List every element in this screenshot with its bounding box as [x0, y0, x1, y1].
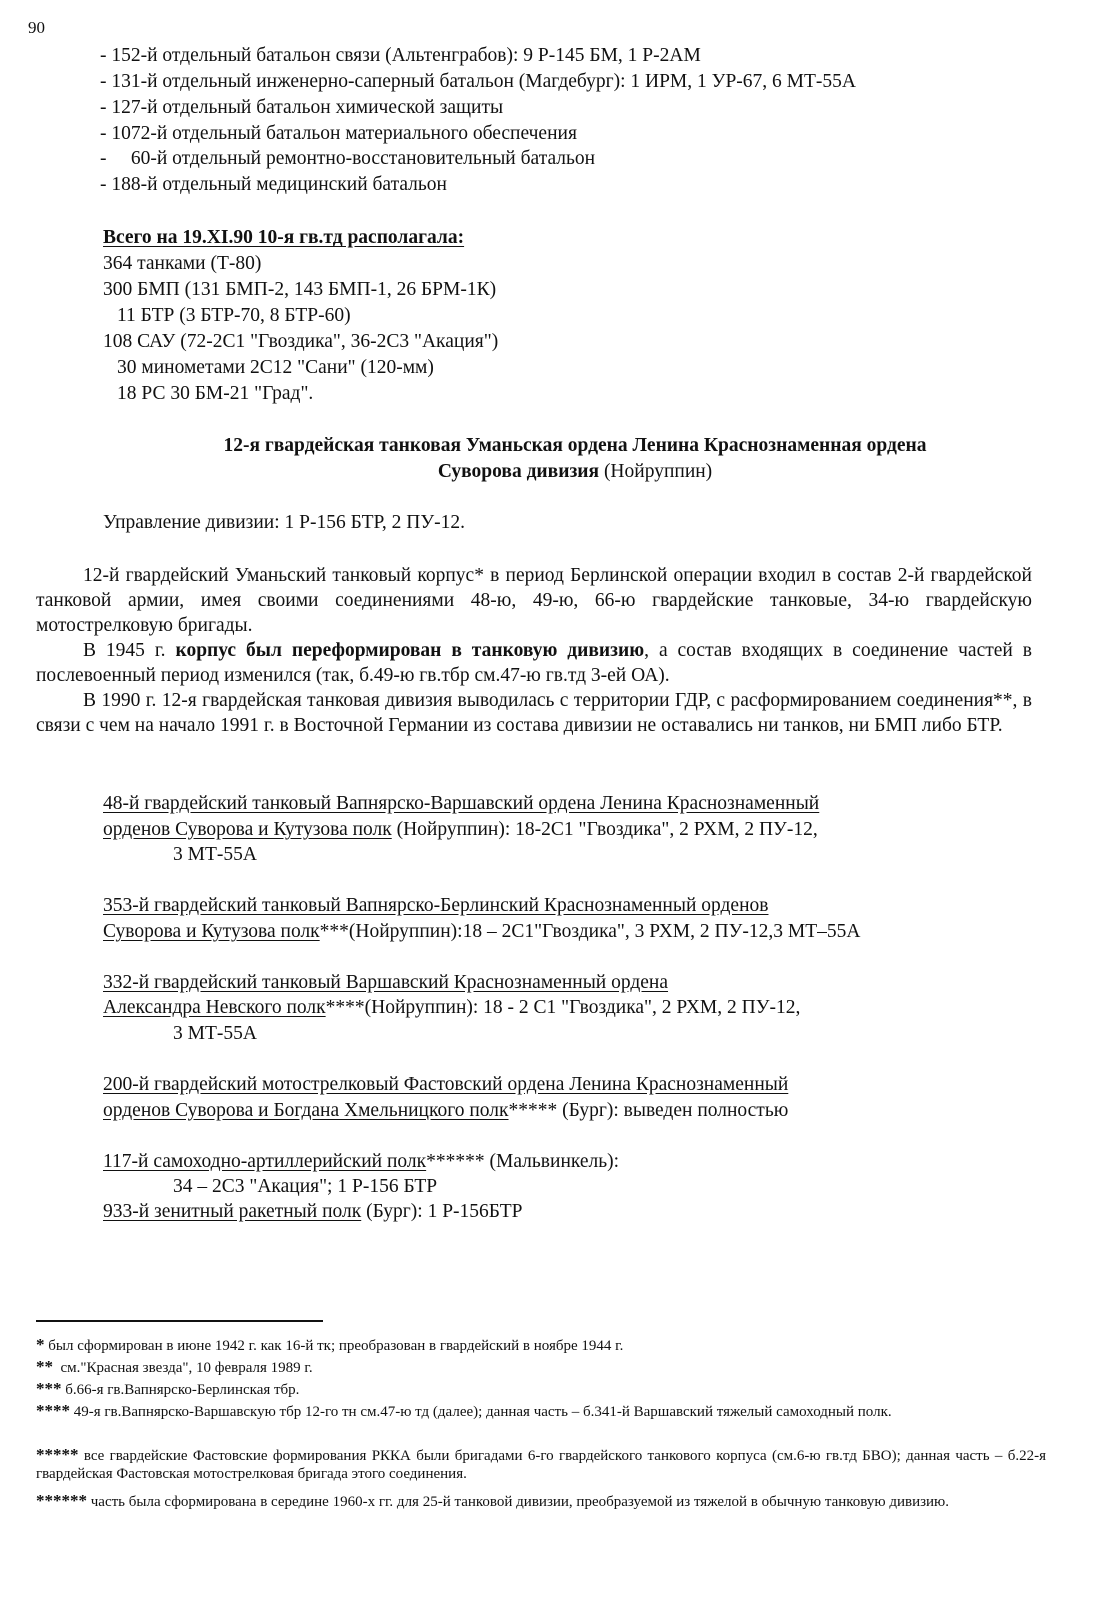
division-title-bold: Суворова дивизия [437, 461, 600, 482]
summary-item: 300 БМП (131 БМП-2, 143 БМП-1, 26 БРМ-1К) [103, 279, 497, 300]
division-management: Управление дивизии: 1 Р-156 БТР, 2 ПУ-12. [103, 512, 466, 533]
summary-heading: Всего на 19.XI.90 10-я гв.тд располагала: [103, 227, 465, 248]
summary-item: 108 САУ (72-2С1 "Гвоздика", 36-2С3 "Акация") [103, 331, 499, 352]
regiment-200-line1: 200-й гвардейский мотострелковый Фастовский ордена Ленина Краснознаменный [103, 1074, 789, 1095]
regiment-48-line3: 3 МТ-55А [173, 844, 257, 865]
history-p2-bold: корпус был переформирован в танковую дивизию [175, 640, 645, 661]
summary-item: 30 минометами 2С12 "Сани" (120-мм) [117, 357, 434, 378]
footnote [36, 1380, 1046, 1399]
history-paragraph-1: 12-й гвардейский Уманьский танковый корпус* в период Берлинской операции входил в состав 2-й гвардейской танковой армии, имея своими соединениями 48-ю, 49-ю, 66-ю гвардейские танковые, 34-ю гвардейскую мотострелковую бригады. [36, 565, 1032, 636]
footnote-text: часть была сформирована в середине 1960-х гг. для 25-й танковой дивизии, преобразуемой из тяжелой в обычную танковую дивизию. [87, 1494, 950, 1510]
regiment-353-line2 [103, 920, 861, 944]
footnote-text: 49-я гв.Вапнярско-Варшавскую тбр 12-го тн см.47-ю тд (далее); данная часть – б.341-й Варшавский тяжелый самоходный полк. [70, 1404, 892, 1420]
regiment-200-details: ***** (Бург): выведен полностью [508, 1100, 789, 1121]
list-item: - 152-й отдельный батальон связи (Альтенграбов): 9 Р-145 БМ, 1 Р-2АМ [100, 45, 701, 66]
regiment-200-line2 [103, 1099, 788, 1123]
regiment-332-name: Александра Невского полк [103, 997, 326, 1018]
regiment-353-name: Суворова и Кутузова полк [103, 921, 320, 942]
history-paragraph-3: В 1990 г. 12-я гвардейская танковая дивизия выводилась с территории ГДР, с расформированием соединения**, в связи с чем на начало 1991 г. в Восточной Германии из состава дивизии не оставались ни танков, ни БМП либо БТР. [36, 690, 1032, 736]
regiment-353-line1: 353-й гвардейский танковый Вапнярско-Берлинский Краснознаменный орденов [103, 895, 769, 916]
footnote-mark: ** [36, 1357, 53, 1376]
footnote-mark: *** [36, 1379, 62, 1398]
regiment-48-line2 [103, 818, 818, 842]
regiment-332-line2 [103, 996, 800, 1020]
regiment-933-line [103, 1200, 523, 1224]
footnote-text: был сформирован в июне 1942 г. как 16-й тк; преобразован в гвардейский в ноябре 1944 г. [44, 1338, 624, 1354]
footnote-mark: ***** [36, 1445, 79, 1464]
division-title-line1: 12-я гвардейская танковая Уманьская ордена Ленина Краснознаменная ордена [223, 435, 927, 456]
list-item: - 60-й отдельный ремонтно-восстановительный батальон [100, 148, 596, 169]
list-item: - 131-й отдельный инженерно-саперный батальон (Магдебург): 1 ИРМ, 1 УР-67, 6 МТ-55А [100, 71, 856, 92]
regiment-353-details: ***(Нойруппин):18 – 2С1"Гвоздика", 3 РХМ, 2 ПУ-12,3 МТ–55А [319, 921, 861, 942]
division-location: (Нойруппин) [599, 461, 713, 482]
footnote-divider [36, 1320, 323, 1322]
summary-item: 18 РС 30 БМ-21 "Град". [117, 383, 314, 404]
footnote [36, 1402, 1046, 1421]
history-p2-start: В 1945 г. [83, 640, 176, 661]
list-item: - 188-й отдельный медицинский батальон [100, 174, 447, 195]
regiment-117-line1 [103, 1150, 619, 1174]
regiment-933-details: (Бург): 1 Р-156БТР [361, 1201, 523, 1222]
regiment-117-line2: 34 – 2С3 "Акация"; 1 Р-156 БТР [173, 1176, 438, 1197]
footnote-mark: ****** [36, 1491, 87, 1510]
history-paragraph-2 [36, 638, 1032, 688]
regiment-933-name: 933-й зенитный ракетный полк [103, 1201, 362, 1222]
footnote-mark: * [36, 1335, 45, 1354]
list-item: - 1072-й отдельный батальон материального обеспечения [100, 123, 577, 144]
footnote [36, 1358, 1046, 1377]
regiment-48-name: орденов Суворова и Кутузова полк [103, 819, 392, 840]
regiment-117-name: 117-й самоходно-артиллерийский полк [103, 1151, 427, 1172]
footnote-mark: **** [36, 1401, 70, 1420]
regiment-332-line3: 3 МТ-55А [173, 1023, 257, 1044]
summary-item: 364 танками (Т-80) [103, 253, 262, 274]
page-number: 90 [28, 18, 45, 37]
division-title-line2 [100, 460, 1050, 484]
footnote [36, 1492, 1046, 1511]
history-text [36, 563, 1032, 738]
history-p2-end: , а состав входящих в соединение частей в послевоенный период изменился (так, б.49-ю гв.тбр см.47-ю гв.тд 3-ей ОА). [36, 640, 1032, 686]
regiment-332-details: ****(Нойруппин): 18 - 2 С1 "Гвоздика", 2 РХМ, 2 ПУ-12, [325, 997, 801, 1018]
regiment-117-location: ****** (Мальвинкель): [426, 1151, 620, 1172]
footnote [36, 1446, 1046, 1483]
footnote [36, 1336, 1046, 1355]
list-item: - 127-й отдельный батальон химической защиты [100, 97, 504, 118]
footnote-text: б.66-я гв.Вапнярско-Берлинская тбр. [61, 1382, 300, 1398]
footnote-text: все гвардейские Фастовские формирования РККА были бригадами 6-го гвардейского танкового корпуса (см.6-ю гв.тд БВО); данная часть – б.22-я гвардейская Фастовская мотострелковая бригада этого соединения. [36, 1448, 1046, 1482]
regiment-48-details: (Нойруппин): 18-2С1 "Гвоздика", 2 РХМ, 2 ПУ-12, [391, 819, 818, 840]
summary-item: 11 БТР (3 БТР-70, 8 БТР-60) [117, 305, 351, 326]
regiment-48-line1: 48-й гвардейский танковый Вапнярско-Варшавский ордена Ленина Краснознаменный [103, 793, 820, 814]
regiment-200-name: орденов Суворова и Богдана Хмельницкого полк [103, 1100, 509, 1121]
regiment-332-line1: 332-й гвардейский танковый Варшавский Краснознаменный ордена [103, 972, 669, 993]
footnote-text: см."Красная звезда", 10 февраля 1989 г. [53, 1360, 313, 1376]
